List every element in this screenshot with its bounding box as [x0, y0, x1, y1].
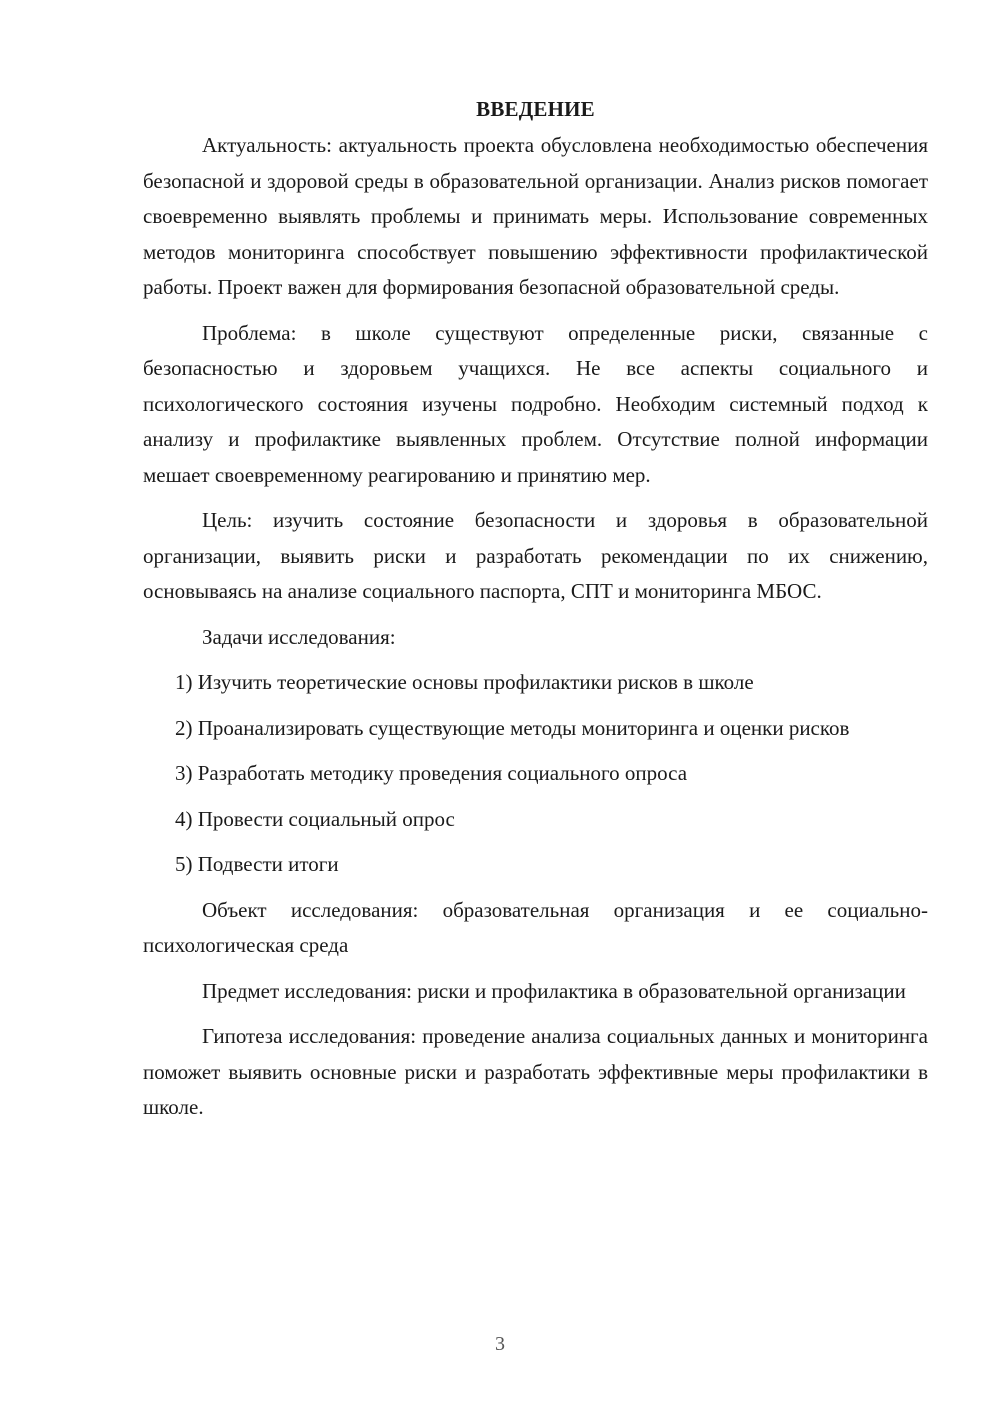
task-item: 3) Разработать методику проведения социального опроса — [175, 761, 688, 785]
task-item: 1) Изучить теоретические основы профилактики рисков в школе — [175, 670, 754, 694]
document-page — [143, 92, 928, 1136]
task-item: 5) Подвести итоги — [175, 852, 339, 876]
hypothesis-paragraph: Гипотеза исследования: проведение анализа социальных данных и мониторинга поможет выявить основные риски и разработать эффективные меры профилактики в школе. — [143, 1024, 928, 1119]
goal-paragraph: Цель: изучить состояние безопасности и здоровья в образовательной организации, выявить риски и разработать рекомендации по их снижению, основываясь на анализе социального паспорта, СПТ и мониторинга МБОС. — [143, 508, 928, 603]
subject-paragraph: Предмет исследования: риски и профилактика в образовательной организации — [202, 978, 906, 1003]
page-number: 3 — [495, 1333, 505, 1355]
section-title: ВВЕДЕНИЕ — [476, 97, 595, 121]
relevance-paragraph: Актуальность: актуальность проекта обусловлена необходимостью обеспечения безопасной и здоровой среды в образовательной организации. Анализ рисков помогает своевременно выявлять проблемы и принимать меры. Использование современных методов мониторинга способствует повышению эффективности профилактической работы. Проект важен для формирования безопасной образовательной среды. — [143, 133, 928, 299]
problem-paragraph: Проблема: в школе существуют определенные риски, связанные с безопасностью и здоровьем учащихся. Не все аспекты социального и психологического состояния изучены подробно. Необходим системный подход к анализу и профилактике выявленных проблем. Отсутствие полной информации мешает своевременному реагированию и принятию мер. — [143, 320, 928, 487]
tasks-heading: Задачи исследования: — [202, 624, 396, 649]
object-paragraph: Объект исследования: образовательная организация и ее социально-психологическая среда — [143, 897, 928, 957]
task-item: 4) Провести социальный опрос — [175, 806, 455, 831]
task-item: 2) Проанализировать существующие методы мониторинга и оценки рисков — [175, 715, 850, 740]
